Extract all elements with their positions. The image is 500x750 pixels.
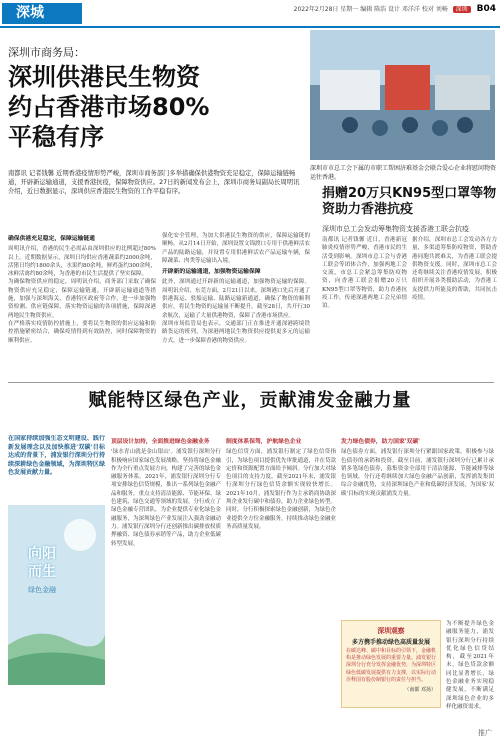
header-rule <box>0 26 500 28</box>
footer-tag: 推广 <box>478 729 492 737</box>
page-badge: 深圳 <box>453 6 471 13</box>
date-text: 2022年2月28日 星期一 编辑 陈浩 设计 邓洋洋 校对 刘畅 <box>293 6 448 13</box>
photo-illustration <box>310 30 495 160</box>
para-3: 在严格落实疫情防控措施上，要将民生物资的供应运输和防控措施紧密结合，确保疫情得到有效防控，同时保障物资的顺利供应。 <box>8 320 156 344</box>
sidebar-box <box>341 620 441 708</box>
feature-col-2 <box>111 435 221 710</box>
news-photo <box>310 30 495 160</box>
right-story-subhead: 深圳市总工会发动筹集物资支援香港工联会抗疫 <box>322 225 469 233</box>
feature-cover-image <box>8 505 105 685</box>
col2-para-3: 深圳市场监管局也表示，交通部门正在推进开通深港跨境铁路货运的班列，为深港两地民生物资供应提供更多元的运输方式，进一步保障香港的物资供应。 <box>162 320 310 344</box>
top-story-lead: 南都讯 记者钱馨 近期香港疫情形势严峻，深圳市商务部门多举措确保供港物资充足稳定，保障运输链畅通，开辟新运输通道，支援香港抗疫，保障物资供应。27日的新闻发布会上，深圳市商务局副局长周明讯介绍，近日数据显示，深圳供应香港民生物资的工作平稳有序。 <box>8 170 300 195</box>
feature-col-3 <box>226 435 336 710</box>
feature-col-4 <box>341 435 494 615</box>
headline-line-1: 深圳供港民生物资 <box>8 63 200 91</box>
top-story-kicker: 深圳市商务局： <box>8 46 85 59</box>
page-header <box>0 0 500 26</box>
feature-col4-heading: 发力绿色债券，助力国家'双碳' <box>341 439 420 445</box>
feature-col4-text: 绿色债券方面，浦发银行深圳分行紧跟国家政策，积极参与绿色债券的承销和投资。截至目前，浦发银行深圳分行已累计承销多笔绿色债券，募集资金全部用于清洁能源、节能减排等绿色领域。分行还将继续加大绿色金融产品创新，发挥浦发集团综合金融优势，支持深圳绿色产业和低碳经济发展，为国家'双碳'目标的实现贡献浦发力量。 <box>341 449 494 497</box>
cover-title-line-1: 向阳 <box>28 546 56 562</box>
subhead-2: 开辟新的运输通道，加强物资运输保障 <box>162 269 261 276</box>
feature-col-5: 为不断提升绿色金融服务能力，浦发银行深圳分行持续优化绿色信贷结构，截至2021年末，绿色贷款余额同比显著增长，绿色金融业务实现稳健发展，不断满足深圳绿色企业的多样化融资需求。 <box>446 621 494 710</box>
feature-col3-heading: 制度体系保驾，护航绿色企业 <box>226 439 302 445</box>
top-story-col-1 <box>8 232 156 380</box>
top-story-headline <box>8 62 308 152</box>
photo-caption: 深圳市市总工会下属的市职工帮困济难基金会联合爱心企业将慰问物资运往香港。 <box>310 165 497 181</box>
top-story-col-2 <box>162 232 310 380</box>
cover-art <box>8 505 105 685</box>
cover-title-line-2: 而生 <box>28 564 56 580</box>
feature-col3-text: 绿色信贷方面，浦发银行制定了绿色信贷指引，为绿色项目提供优先审批通道，并在贷款定价和资源配置方面给予倾斜。分行加大对绿色项目的支持力度，截至2021年末，浦发银行深圳分行绿色信贷余额实现较快增长。2021年10月，浦发银行作为主承销商协助深圳企业发行碳中和债券，助力企业绿色转型。同时，分行积极探索绿色金融创新，为绿色企业提供全方位金融服务，持续推动绿色金融业务高质量发展。 <box>226 449 336 530</box>
feature-col2-heading: 顶层设计加持，全面推进绿色金融业务 <box>111 439 210 445</box>
feature-title: 赋能特区绿色产业，贡献浦发金融力量 <box>88 390 412 411</box>
para-2: 为确保物资供应的稳定，周明讯介绍，商务部门采取了确保物资供应充足稳定，保障运输链通，开辟新运输通道等措施，加强与深圳海关、香港特区政府等合作，进一步加强物资检测、供应链保障，落实物资运输的各项措施，保障深港两地民生物资供应。 <box>8 279 156 319</box>
feature-col2-text: '绿水青山就是金山银山'。浦发银行深圳分行积极响应国家绿色发展战略，坚持将绿色金融作为全行重点发展方向，构建了完善的绿色金融服务体系。2021年，浦发银行深圳分行专项安排绿色信贷规模，推出一系列绿色金融产品和服务，重点支持清洁能源、节能环保、绿色建筑、绿色交通等领域的发展。分行成立了绿色金融专营团队，为企业提供专业化绿色金融服务，为深圳绿色产业发展注入强劲金融动力。浦发银行深圳分行还创新推出碳排放权质押融资、绿色债券承销等产品，助力企业低碳转型发展。 <box>111 449 221 547</box>
headline-line-2: 约占香港市场80% <box>8 93 210 121</box>
cover-title <box>28 545 56 581</box>
sidebar-box-body: 在碳达峰、碳中和目标的引领下，金融机构是推动绿色发展的重要力量。浦发银行深圳分行充分发挥金融优势，为深圳特区绿色低碳发展提供有力支撑，以实际行动诠释国有股份制银行的责任与担当。 <box>346 648 437 683</box>
right-story-col-1: 南都讯 记者钱馨 近日，香港新冠肺炎疫情形势严峻，香港市民的生活受到影响。深圳市总工会与香港工联会等团体合作，加强两地工会交流，市总工会紧急筹集防疫物资，向香港工联会捐赠20万只KN95型口罩等物资，助力香港抗疫工作，传递深港两地工会兄弟情谊。 <box>322 237 407 310</box>
section-tag: 深城 <box>2 3 82 24</box>
feature-intro: 在国家持续加强生态文明建设、践行新发展理念以及加快推进'双碳'目标达成的背景下，浦发银行深圳分行持续深耕绿色金融领域，为深圳特区绿色发展贡献力量。 <box>8 435 105 476</box>
col2-para-1: 强化安全管理，为加大供港民生物资的供应，保障运输链的顺畅。从2月14日开始，深圳设置文锦渡口专用于供港鲜活农产品的陆路运输，并设置专用供港鲜活农产品运输车辆，保障蔬菜、肉类等运输出入境。 <box>162 233 310 264</box>
section-divider <box>8 382 494 383</box>
headline-line-3: 平稳有序 <box>8 123 104 151</box>
date-line <box>294 4 496 14</box>
right-story-headline: 捐赠20万只KN95型口罩等物资助力香港抗疫 <box>322 186 497 217</box>
col2-para-2: 此外，深圳通过开辟新的运输通道，加强物资运输的保障。周明讯介绍，东莞方面，2月21日以来，深圳港口先后开通了供港海运、驳船运输、陆路运输新通道，确保了物资的顺利供应，将民生物资的运输量不断提升。截至28日，共开行30余航次，运输了大量供港物资，保障了香港市场供应。 <box>162 279 310 319</box>
sidebar-box-subtitle: 多方携手推动绿色高质量发展 <box>351 639 430 646</box>
page-number: B04 <box>476 4 496 14</box>
subhead-1: 确保供港充足稳定，保障运输链通 <box>8 236 95 242</box>
cover-subtitle: 绿色金融 <box>28 586 56 594</box>
para-1: 周明讯介绍，香港的民生必需品由深圳供应的比例超过80%以上。近期数据显示，深圳日均供应香港蔬菜约2000余吨，活猪日均约1800余头，水果约80余吨，鲜鸡蛋约300余吨，冰鲜活禽约80余吨，为香港的市民生活提供了坚实保障。 <box>8 246 156 278</box>
right-story-col-2: 据介绍，深圳市总工会发动各方力量，多渠道筹集防疫物资，帮助香港同胞共渡难关，为香港工联会提供物资支援。同时，深圳市总工会还将继续关注香港疫情发展，积极组织开展各类援助活动，为香港工友提供力所能及的帮助，共同抗击疫情。 <box>412 237 497 302</box>
sidebar-box-signature: （南都 邓扬） <box>404 687 436 694</box>
sidebar-box-title: 深圳观察 <box>377 627 405 635</box>
